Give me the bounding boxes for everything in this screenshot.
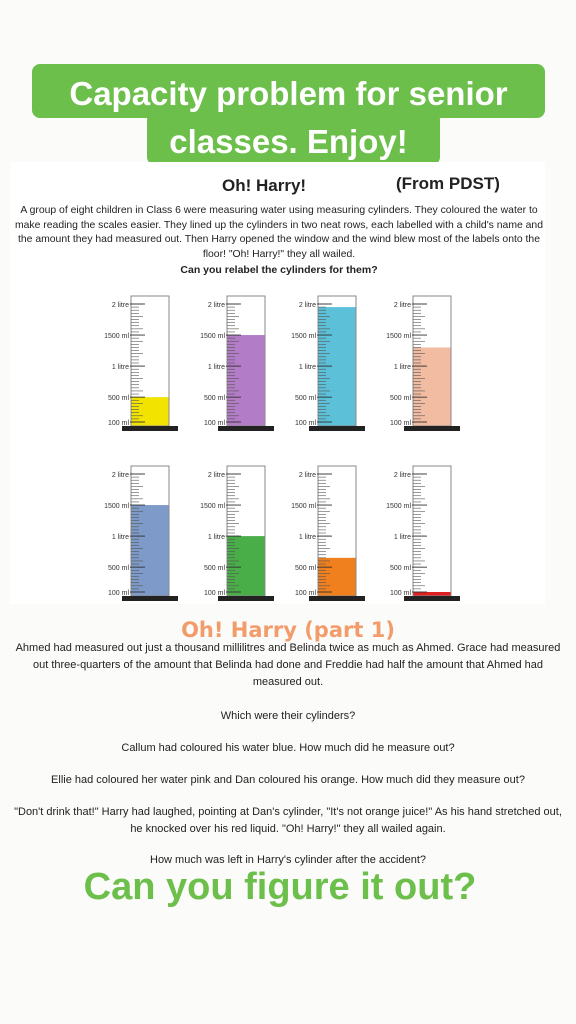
cylinder-base — [122, 596, 178, 601]
cylinder-base — [218, 596, 274, 601]
call-to-action: Can you figure it out? — [83, 866, 477, 908]
scale-label: 100 ml — [107, 420, 129, 427]
scale-label: 1500 ml — [291, 503, 316, 511]
scale-label: 2 litre — [207, 302, 225, 309]
scale-label: 1 litre — [298, 364, 316, 372]
worksheet-title: Oh! Harry! — [222, 176, 307, 195]
scale-label: 500 ml — [107, 565, 129, 573]
part1-paragraph-3: Callum had coloured his water blue. How much did he measure out? — [121, 742, 455, 754]
scale-label: 100 ml — [389, 420, 411, 427]
cylinder-liquid — [413, 592, 451, 596]
scale-label: 100 ml — [203, 590, 225, 597]
scale-label: 100 ml — [203, 420, 225, 427]
scale-label: 2 litre — [298, 302, 316, 309]
scale-label: 1 litre — [111, 364, 129, 372]
scale-label: 1 litre — [393, 364, 411, 372]
scale-label: 2 litre — [393, 472, 411, 479]
cylinder-liquid — [413, 347, 451, 426]
cylinder-liquid — [318, 558, 356, 596]
scale-label: 2 litre — [207, 472, 225, 479]
cylinder-liquid — [227, 335, 265, 426]
cylinder-base — [218, 426, 274, 431]
scale-label: 500 ml — [294, 565, 316, 573]
scale-label: 100 ml — [294, 590, 316, 597]
part1-paragraph-5: "Don't drink that!" Harry had laughed, pointing at Dan's cylinder, "It's not orange juice!" As his hand stretched out, he knocked over his red liquid. "Oh! Harry!" they all wailed again. — [14, 806, 562, 835]
part1-paragraph-2: Which were their cylinders? — [220, 710, 356, 722]
worksheet-question: Can you relabel the cylinders for them? — [180, 264, 378, 276]
banner-line-2: classes. Enjoy! — [169, 123, 408, 160]
scale-label: 2 litre — [298, 472, 316, 479]
scale-label: 100 ml — [389, 590, 411, 597]
cylinder-liquid — [131, 505, 169, 596]
scale-label: 1500 ml — [200, 503, 225, 511]
scale-label: 1 litre — [393, 534, 411, 542]
cylinder-base — [404, 426, 460, 431]
scale-label: 1 litre — [207, 364, 225, 372]
cylinder-liquid — [227, 536, 265, 596]
scale-label: 500 ml — [107, 395, 129, 403]
scale-label: 500 ml — [203, 395, 225, 403]
scale-label: 1500 ml — [200, 333, 225, 341]
scale-label: 1 litre — [111, 534, 129, 542]
scale-label: 1500 ml — [104, 333, 129, 341]
scale-label: 500 ml — [389, 565, 411, 573]
cylinder-base — [122, 426, 178, 431]
scale-label: 2 litre — [393, 302, 411, 309]
scale-label: 2 litre — [111, 472, 129, 479]
cylinder-base — [404, 596, 460, 601]
cylinder-base — [309, 596, 365, 601]
scale-label: 1500 ml — [386, 333, 411, 341]
scale-label: 500 ml — [203, 565, 225, 573]
worksheet-intro: A group of eight children in Class 6 were measuring water using measuring cylinders. They coloured the water to make reading the scales easier. They lined up the cylinders in two neat rows, each labelled with a child's name and the amount they had measured out. Then Harry opened the window and the wind blew most of the labels onto the floor! "Oh! Harry!" they all wailed. — [15, 205, 543, 260]
part1-paragraph-1: Ahmed had measured out just a thousand millilitres and Belinda twice as much as Ahmed. Grace had measured out three-quarters of the amount that Belinda had done and Freddie had half the amount that Ahmed had measured out. — [15, 642, 561, 688]
scale-label: 100 ml — [294, 420, 316, 427]
part1-paragraph-6: How much was left in Harry's cylinder after the accident? — [150, 854, 426, 866]
scale-label: 1 litre — [207, 534, 225, 542]
scale-label: 2 litre — [111, 302, 129, 309]
part1-title: Oh! Harry (part 1) — [181, 618, 395, 642]
banner-line-1: Capacity problem for senior — [69, 75, 508, 112]
scale-label: 1 litre — [298, 534, 316, 542]
scale-label: 1500 ml — [386, 503, 411, 511]
scale-label: 500 ml — [294, 395, 316, 403]
cylinder-base — [309, 426, 365, 431]
scale-label: 100 ml — [107, 590, 129, 597]
scale-label: 1500 ml — [104, 503, 129, 511]
part1-paragraph-4: Ellie had coloured her water pink and Dan coloured his orange. How much did they measure out? — [51, 774, 525, 786]
scale-label: 1500 ml — [291, 333, 316, 341]
scale-label: 500 ml — [389, 395, 411, 403]
worksheet-source: (From PDST) — [396, 174, 500, 193]
